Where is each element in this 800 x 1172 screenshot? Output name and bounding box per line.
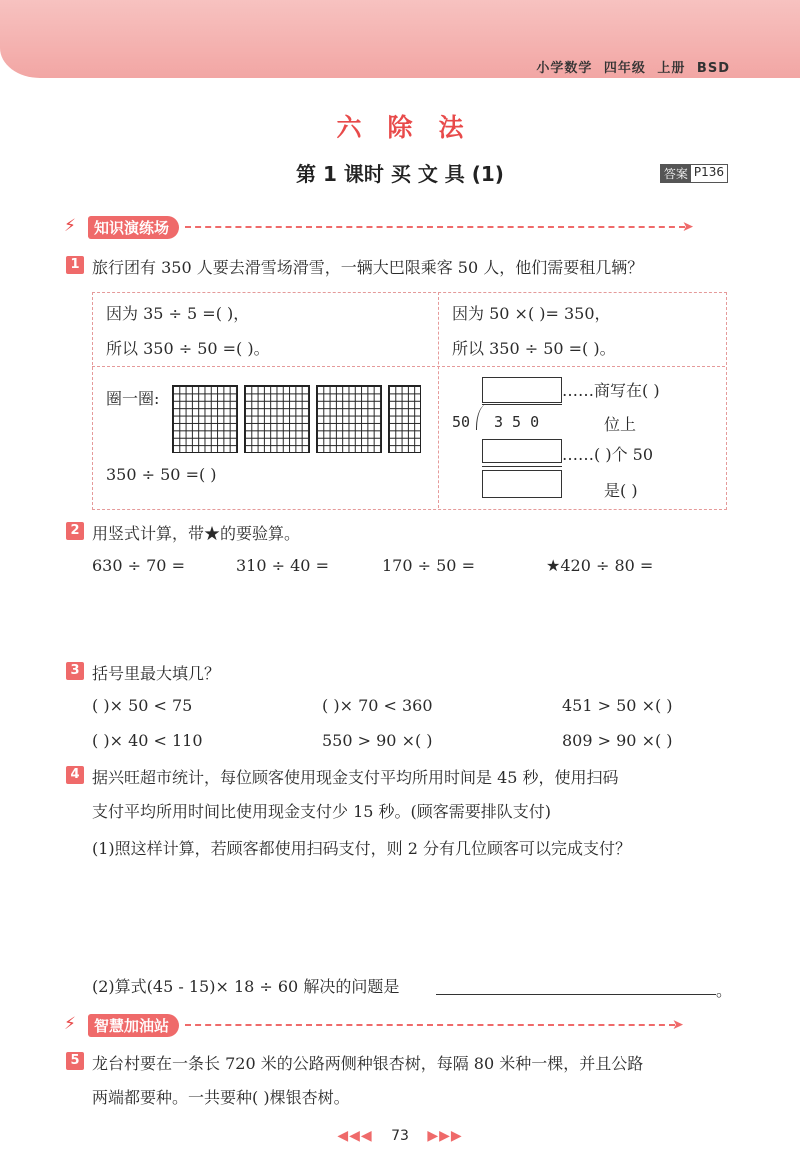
section-wisdom bbox=[64, 1014, 684, 1036]
fill-blank-text: ( )× 40 < 110 bbox=[92, 731, 203, 750]
question-number: 1 bbox=[66, 256, 84, 274]
answer-box bbox=[482, 377, 562, 403]
fill-blank-text: 451 > 50 ×( ) bbox=[562, 696, 673, 715]
hundred-grid bbox=[244, 385, 310, 453]
dividend: 3 5 0 bbox=[494, 413, 540, 431]
fill-blank-text: 因为 35 ÷ 5 =( )， bbox=[106, 304, 250, 323]
question-number: 5 bbox=[66, 1052, 84, 1070]
divisor: 50 bbox=[452, 413, 471, 431]
answer-line bbox=[436, 994, 716, 995]
question-text: 括号里最大填几？ bbox=[92, 664, 221, 683]
calc-item: 630 ÷ 70 = bbox=[92, 556, 185, 575]
running-figure-icon: ⚡ bbox=[64, 216, 76, 236]
division-hint: 位上 bbox=[604, 415, 637, 434]
division-hint: ……商写在( ) bbox=[562, 381, 660, 400]
section-divider bbox=[185, 226, 685, 228]
q1-table-divider bbox=[438, 292, 439, 508]
page-footer bbox=[0, 1128, 800, 1144]
arrow-right-icon: ➤ bbox=[672, 1017, 684, 1033]
section-wisdom-label: 智慧加油站 bbox=[88, 1014, 179, 1037]
fill-blank-text: 因为 50 ×( )= 350， bbox=[452, 304, 611, 323]
arrow-right-icon: ➤ bbox=[682, 219, 694, 235]
running-figure-icon: ⚡ bbox=[64, 1014, 76, 1034]
arrows-left-icon: ◀◀◀ bbox=[337, 1128, 373, 1144]
answer-label: 答案 bbox=[661, 165, 691, 182]
question-number: 2 bbox=[66, 522, 84, 540]
fill-blank-text: 所以 350 ÷ 50 =( )。 bbox=[106, 339, 270, 358]
q1-table-divider bbox=[92, 366, 725, 367]
fill-blank-text: ( )× 70 < 360 bbox=[322, 696, 433, 715]
answer-box bbox=[482, 439, 562, 463]
sub-question: (2)算式(45 - 15)× 18 ÷ 60 解决的问题是 bbox=[92, 977, 400, 996]
question-text: 旅行团有 350 人要去滑雪场滑雪，一辆大巴限乘客 50 人，他们需要租几辆？ bbox=[92, 258, 644, 277]
calc-item: 170 ÷ 50 = bbox=[382, 556, 475, 575]
section-divider bbox=[185, 1024, 675, 1026]
calc-item: 310 ÷ 40 = bbox=[236, 556, 329, 575]
page-number: 73 bbox=[391, 1128, 409, 1144]
lesson-title: 第 1 课时 买 文 具 (1) bbox=[296, 162, 504, 186]
question-text: 支付平均所用时间比使用现金支付少 15 秒。(顾客需要排队支付) bbox=[92, 802, 552, 821]
fill-blank-text: 809 > 90 ×( ) bbox=[562, 731, 673, 750]
answer-reference bbox=[660, 164, 728, 183]
circle-label: 圈一圈: bbox=[106, 389, 160, 408]
division-hint: ……( )个 50 bbox=[562, 445, 654, 464]
question-number: 4 bbox=[66, 766, 84, 784]
fill-blank-text: 所以 350 ÷ 50 =( )。 bbox=[452, 339, 616, 358]
calc-item: ★420 ÷ 80 = bbox=[546, 556, 654, 575]
question-text: 据兴旺超市统计，每位顾客使用现金支付平均所用时间是 45 秒，使用扫码 bbox=[92, 768, 619, 787]
fill-blank-text: 550 > 90 ×( ) bbox=[322, 731, 433, 750]
sub-question: (1)照这样计算，若顾客都使用扫码支付，则 2 分有几位顾客可以完成支付？ bbox=[92, 839, 632, 858]
division-line bbox=[482, 466, 562, 467]
hundred-grid-partial bbox=[388, 385, 421, 453]
question-text: 用竖式计算，带★的要验算。 bbox=[92, 524, 301, 543]
hundred-grid bbox=[172, 385, 238, 453]
sub-question-end: 。 bbox=[716, 981, 733, 1000]
section-practice-label: 知识演练场 bbox=[88, 216, 179, 239]
question-number: 3 bbox=[66, 662, 84, 680]
answer-box bbox=[482, 470, 562, 498]
answer-page: P136 bbox=[693, 165, 724, 179]
fill-blank-text: ( )× 50 < 75 bbox=[92, 696, 193, 715]
arrows-right-icon: ▶▶▶ bbox=[427, 1128, 463, 1144]
question-text: 两端都要种。一共要种( )棵银杏树。 bbox=[92, 1088, 350, 1107]
division-hint: 是( ) bbox=[604, 481, 638, 500]
chapter-title: 六除法 bbox=[336, 113, 490, 142]
header-subject: 小学数学 四年级 上册 BSD bbox=[536, 61, 730, 76]
fill-blank-text: 350 ÷ 50 =( ) bbox=[106, 465, 217, 484]
question-text: 龙台村要在一条长 720 米的公路两侧种银杏树，每隔 80 米种一棵，并且公路 bbox=[92, 1054, 644, 1073]
division-bar bbox=[482, 404, 562, 405]
section-practice bbox=[64, 216, 694, 238]
hundred-grid bbox=[316, 385, 382, 453]
